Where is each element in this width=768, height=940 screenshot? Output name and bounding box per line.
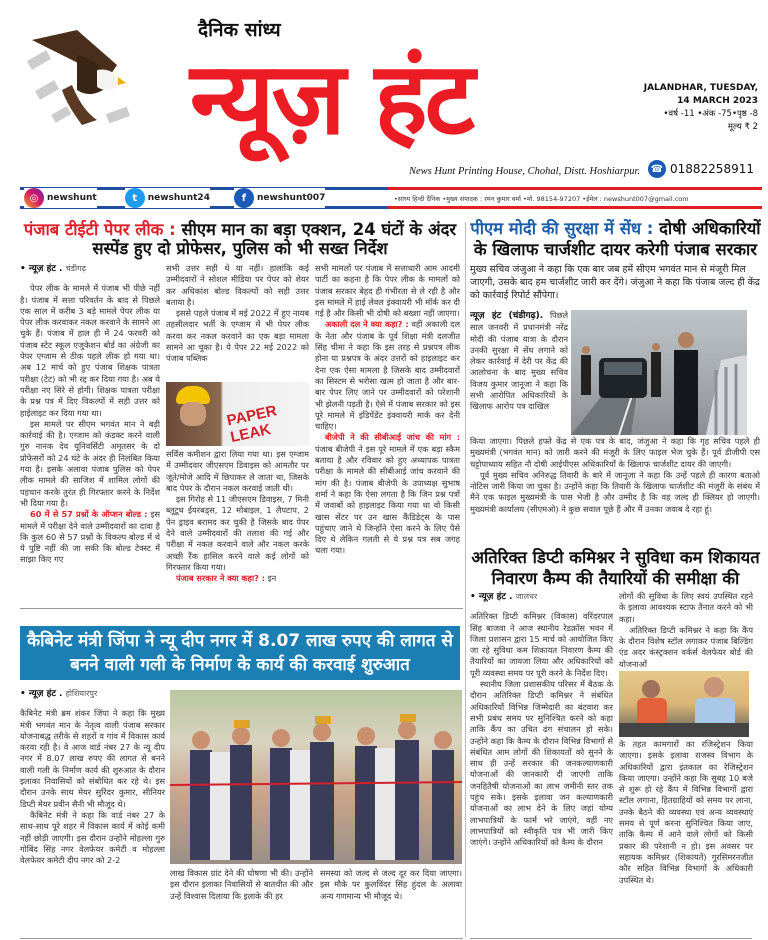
subheading: बीजेपी ने की सीबीआई जांच की मांग : [325,432,460,443]
masthead-tagline: दैनिक सांध्य [198,19,281,41]
story2-col3: समस्या को जल्द से जल्द दूर कर दिया जाएगा। इस मौके पर कुलविंदर सिंह हुंदल के अलावा अन्य गणमान्य भी मौजूद थे। [320,868,462,901]
paragraph: इस मामले में परीक्षा देने वाले उम्मीदवारों का दावा है कि कुल 60 से 57 प्रश्नों के विकल्प बोल्ड में थे ये पुष्टि नहीं की जा सकी कि बोल्ड टेक्स्ट में साझा किए गए [20,509,160,565]
issue-info [640,82,758,134]
story3-body [468,435,763,539]
column-divider [465,222,466,937]
story3-side [470,310,568,435]
divider [20,938,463,939]
story1-col2-bottom [166,449,309,604]
price: मूल्य ₹ 2 [727,122,758,132]
story1-byline: • न्यूज़ हंट . चंडीगढ़ [20,264,87,274]
story2-col2: लाख विकास ग्रांट देने की घोषणा भी की। उन्होंने इस दौरान इलाका निवासियों से बातचीत की और उन्हें विश्वास दिलाया कि इलाके की हर [170,868,313,901]
story4-col2-bottom: के तहत कामगारों का रजिस्ट्रेशन किया जाएगा। इसके इलावा राजस्व विभाग के अधिकारियों द्वारा इंतकाल का रेजिस्ट्रेशन किया जाएगा। उन्होंने कहा कि सुबह 10 बजे से शुरू हो रहे कैंप में विभिन्न विभागों द्वारा स्टॉल लगाना, हितग्राहियों को समय पर लाना, उनके बैठने की व्यवस्था एवं अन्य व्यवस्थाएं समय से पूर्ण करना सुनिश्चित किया जाए, ताकि कैम्प में आने वाले लोगों को किसी प्रकार की परेशानी न हो। इस अवसर पर सहायक कमिश्नर (शिकायतें) गुरसिमरनजीत कौर सहित विभिन्न विभागों के अधिकारी उपस्थित थे। [619,739,753,885]
story3-headline [468,218,763,260]
paper-leak-photo [166,382,309,446]
paragraph: सर्विस कमीशन द्वारा लिया गया था। इस एग्जाम में उम्मीदवार जीएसएम डिवाइस को आमतौर पर जूते/मोजे आदि में छिपाकर ले जाता था, जिसके बाद पेपर के दौरान नकल करवाई जाती थी। [166,449,309,493]
story1-headline [15,220,465,258]
paragraph: इससे पहले पंजाब में मई 2022 में हुए नायब तहसीलदार भर्ती के एग्जाम में भी पेपर लीक करवा कर नकल करवाने का एक बड़ा मामला सामने आ चुका है। ये पेपर 22 मई 2022 को पंजाब पब्लिक [166,308,309,364]
instagram-handle: newshunt [47,193,97,203]
paper-leak-stamp: PAPER LEAK [225,402,279,446]
paragraph: वहीं अकाली दल के नेता और पंजाब के पूर्व शिक्षा मंत्री दलजीत सिंह चीमा ने कहा कि इस तरह से प्रश्नपत्र लीक होना या प्रश्नपत्र के अंदर उत्तरों को हाइलाइट कर देना एक ऐसा मामला है जिसके बाद उम्मीदवारों का सिस्टम से भरोसा खत्म हो जाता है और बार-बार पेपर लिए जाने पर उम्मीदवारों को परेशानी भी झेलनी पड़ती है। ऐसे में पंजाब सरकार को इस पूरे मामले में इंडिपेंडेंट इंक्वायरी मार्क कर देनी चाहिए। [315,319,460,432]
issue-date: 14 MARCH 2023 [677,96,758,106]
story1-col1 [20,263,160,604]
face-shape [180,402,206,426]
paragraph: किया जाएगा। पिछले हफ्ते केंद्र से एक पत्र के बाद, जंजुआ ने कहा कि गृह सचिव पहले ही मुख्यमंत्री (भगवंत मान) को जारी करने की मंजूरी के लिए फाइल भेज चुके हैं। पूर्व डीजीपी एस चट्टोपाध्याय सहित नौ दोषी आईपीएस अधिकारियों के खिलाफ चार्जशीट दायर की जाएगी। [470,436,760,469]
paragraph: पूर्व मुख्य सचिव अनिरुद्ध तिवारी के बारे में जानूजा ने कहा कि उन्हें पहले ही कारण बताओ नोटिस जारी किया जा चुका है। उन्होंने कहा कि तिवारी के खिलाफ चार्जशीट की मंजूरी के संबंध में मैंने एक फाइल मुख्यमंत्री के पास भेजी है और उम्मीद है कि वह जल्द ही क्लियर हो जाएगी। मुख्यमंत्री कार्यालय (सीएमओ) ने कुछ सवाल पूछे हैं और मैं उनका जवाब दे रहा हूं। [470,469,760,514]
ceremony-photo [170,690,462,864]
story3-headline-text: दोषी अधिकारियों के खिलाफ चार्जशीट दायर करेगी पंजाब सरकार [473,219,761,259]
story2-byline: • न्यूज़ हंट . होशियारपुर [20,689,98,699]
paragraph: सभी उत्तर सही थे या नहीं। हालांकि कई उम्मीदवारों ने सोशल मीडिया पर पेपर को शेयर कर अधिकांश बोल्ड विकल्पों को सही उत्तर बताया है। [166,263,309,307]
story1-kicker: पंजाब टीईटी पेपर लीक : [23,220,176,239]
paragraph: इस मामले पर सीएम भगवंत मान ने बड़ी कार्रवाई की है। एग्जाम को कंडक्ट करने वाली गुरु नानक देव यूनिवर्सिटी अमृतसर के दो प्रोफेसरों को 24 घंटे के अंदर ही निलंबित किया गया है। इसके अलावा पंजाब पुलिस को पेपर लीक मामले की साजिश में शामिल लोगों की पहचान करके तुरंत ही गिरफ्तार करने के निर्देश भी दिया गया है। [20,418,160,508]
facebook-handle: newshunt007 [256,193,326,203]
story4-byline: • न्यूज़ हंट . जालंधर [470,592,538,602]
paragraph: पेपर लीक के मामले में पंजाब भी पीछे नहीं है। पंजाब में सत्ता परिवर्तन के बाद से पिछले एक साल में करीब 3 बड़े मामले पेपर लीक या पेपर लीक करवाकर नकल करवाने के सामने आ चुके हैं। पंजाब में हाल ही में 24 फरवरी को पंजाब स्टेट स्कूल एजुकेशन बोर्ड का अंग्रेजी का पेपर एग्जाम से ठीक पहले लीक हो गया था। अब 12 मार्च को हुए पंजाब शिक्षक पात्रता परीक्षा (टेट) को भी रद्द कर दिया गया है। अब ये परीक्षा नए सिरे से होगी। शिक्षक पात्रता परीक्षा के प्रश्न पत्र में दिए विकल्पों में सही उत्तर को हाईलाइट कर दिया गया था। [20,283,160,418]
story1 [15,220,465,604]
story4-place: जालंधर [515,592,538,601]
imprint-line: •सांध्य हिन्दी दैनिक •मुख्य संपादक : रमन कुमार वर्मा •मो. 98154-97207 •ईमेल : newshunt007@gmail.com [388,187,762,209]
story4-col2-top [619,591,753,669]
paragraph: इन [267,573,277,584]
story2-col1 [20,688,165,933]
issue-number: •वर्ष -11 •अंक -75•पृष्ठ -8 [663,109,758,119]
paragraph: कैबिनेट मंत्री ने कहा कि वार्ड नंबर 27 के साथ-साथ पूरे शहर में विकास कार्य में कोई कमी नहीं छोड़ी जाएगी। इस दौरान उन्होंने मोहल्ला गुरु गोबिंद सिंह नगर वेलफेयर कमेटी व मोहल्ला वेलफेयर कमेटी दीप नगर को 2-2 [20,809,165,866]
paragraph: सभी मामलों पर पंजाब में सत्ताधारी आम आदमी पार्टी का कहना है कि पेपर लीक के मामलों को पंजाब सरकार बेहद ही गंभीरता से ले रही है और इस मामले में हाई लेवल इंक्वायरी भी मॉर्क कर दी गई है और किसी भी दोषी को बख्शा नहीं जाएगा। [315,263,460,319]
twitter-handle: newshunt24 [147,193,210,203]
place-date: JALANDHAR, TUESDAY, [643,83,758,93]
story3-byline: न्यूज़ हंट (चंडीगढ़). [470,311,544,321]
social-bar [20,187,762,209]
story1-headline-text: सीएम मान का बड़ा एक्शन, 24 घंटों के अंदर सस्पेंड हुए दो प्रोफेसर, पुलिस को भी सख्त निर्देश [92,220,457,258]
story1-col2-top [166,263,309,379]
paragraph: स्थानीय जिला प्रशासकीय परिसर में बैठक के दौरान अतिरिक्त डिप्टी कमिश्नर ने संबंधित अधिकारियों विभिन्न जिम्मेदारी का बंटवारा कर सभी प्रबंध समय पर सुनिश्चित करने को कहा ताकि कैंप का उचित ढंग संचालन हो सके। उन्होंने कहा कि कैम्प के दौरान विभिन्न विभागों से संबंधित आम लोगों की शिकायतों को सुनने के साथ ही उन्हें सरकार की जनकल्याणकारी योजनाओं की जानकारी दी जाएगी ताकि जनहितैषी योजनाओं का लाभ जमीनी स्तर तक पहुंच सके। इसके इलावा जन कल्याणकारी योजनाओं का लाभ देने के लिए जहां योग्य लाभपात्रियों के फार्म भरे जाएंगे, वहीं नए लाभपात्रियों को स्वीकृति पत्र भी जारी किए जाएंगे। उन्होंने अधिकारियों को कैम्प के दौरान [470,679,613,848]
story4-headline: अतिरिक्त डिप्टी कमिश्नर ने सुविधा कम शिकायत निवारण कैम्प की तैयारियों की समीक्षा की [471,548,760,588]
twitter-icon: t [125,188,145,208]
paragraph: लोगों की सुविधा के लिए स्वयं उपस्थित रहने के इलावा आवश्यक स्टाफ तैनात करने को भी कहा। [619,591,753,624]
masthead-logo: न्यूज़ हंट [190,40,473,157]
paragraph: पिछले साल जनवरी में प्रधानमंत्री नरेंद्र मोदी की पंजाब यात्रा के दौरान उनकी सुरक्षा में सेंध लगाने को लेकर कार्रवाई में देरी पर केंद्र की आलोचना के बाद मुख्य सचिव विजय कुमार जानूजा ने कहा कि सभी आरोपित अधिकारियों के खिलाफ आरोप पत्र दाखिल [470,310,568,412]
paragraph: अतिरिक्त डिप्टी कमिश्नर (विकास) वरिंदरपाल सिंह बाजवा ने आज स्थानीय रेडक्रॉस भवन में जिला प्रशासन द्वारा 15 मार्च को आयोजित किए जा रहे सुविधा कम शिकायत निवारण कैम्प की तैयारियों का जायजा लिया और अधिकारियों को पूरी व्यवस्था समय पर पूरी करने के निर्देश दिए। [470,611,613,678]
paragraph: कैबिनेट मंत्री ब्रम शंकर जिंपा ने कहा कि मुख्य मंत्री भगवंत मान के नेतृत्व वाली पंजाब सरकार योजनाबद्ध तरीके से शहरों व गांव में विकास कार्य करवा रही है। वे आज वार्ड नंबर 27 के न्यू दीप नगर में 8.07 लाख रुपए की लागत से बनने वाली गली के निर्माण कार्य की शुरुआत के दौरान इलाका निवासियों को संबोधित कर रहे थे। इस दौरान उनके साथ मेयर सुरिंदर कुमार, सीनियर डिप्टी मेयर प्रवीन सैनी भी मौजूद थे। [20,708,165,809]
printing-address: News Hunt Printing House, Chohal, Distt. Hoshiarpur. [408,166,640,177]
subheading: अकाली दल ने क्या कहा? : [325,319,409,330]
eagle-logo-image [22,25,137,135]
phone-number: 01882258911 [670,162,754,176]
story2-place: होशियारपुर [65,689,98,698]
social-facebook[interactable] [234,188,326,208]
meeting-photo [619,671,749,737]
paragraph: पंजाब बीजेपी ने इस पूरे मामले में एक बड़ा स्कैम बताया है और रविवार को हुए अध्यापक पात्रता परीक्षा के मामले की सीबीआई जांच करवाने की मांग की है। पंजाब बीजेपी के उपाध्यक्ष सुभाष शर्मा ने कहा कि ऐसा लगता है कि जिन प्रश्न पत्रों में जवाबों को हाइलाइट किया गया था वो किसी खास सेंटर पर उन खास कैंडिडेट्स के पास पहुंचाए जाने थे जिन्होंने ऐसा करने के लिए पैसे दिए थे लेकिन गलती से ये प्रश्न पत्र सब जगह चला गया। [315,443,460,556]
story1-col3 [315,263,460,604]
phone-icon: ☎ [648,160,666,178]
phone-contact [648,160,754,178]
story2-headline-banner: कैबिनेट मंत्री जिंपा ने न्यू दीप नगर में 8.07 लाख रुपए की लागत से बनने वाली गली के निर्माण के कार्य की करवाई शुरुआत [20,626,460,680]
story3-lead: मुख्य सचिव जंजुआ ने कहा कि एक बार जब हमें सीएम भगवंत मान से मंजूरी मिल जाएगी, उसके बाद हम चार्जशीट जारी कर देंगे। जंजुआ ने कहा कि पंजाब जल्द ही केंद्र को कार्रवाई रिपोर्ट सौंपेगा। [470,264,760,301]
story3-kicker: पीएम मोदी की सुरक्षा में सेंध : [470,219,654,238]
paragraph: अतिरिक्त डिप्टी कमिश्नर ने कहा कि कैंप के दौरान विशेष स्टॉल लगाकर पंजाब बिल्डिंग एंड अदर कंस्ट्रक्शन वर्कर्स वेलफेयर बोर्ड की योजनाओं [619,624,753,669]
story4-col1 [470,591,613,936]
subheading: 60 में से 57 प्रश्नों के ऑप्शन बोल्ड : [30,509,148,520]
pm-convoy-photo [571,310,747,435]
subheading: पंजाब सरकार ने क्या कहा? : [176,573,265,584]
right-column [468,218,763,936]
paragraph: इस गिरोह से 11 जीएसएम डिवाइस, 7 मिनी ब्लूटूथ ईयरबड्स, 12 मोबाइल, 1 लैपटाप, 2 पेन ड्राइव बरामद कर चुकी है जिसके बाद पेपर देने वाले उम्मीदवारों की तलाश की गई और परीक्षा में नकल करवाने वाले और नकल करके अच्छी रैंक हासिल करने वाले कई लोगों को गिरफ्तार किया गया। [166,494,309,572]
story1-place: चंडीगढ़ [65,264,87,273]
social-twitter[interactable] [125,188,210,208]
divider [20,608,463,609]
social-instagram[interactable] [24,188,97,208]
facebook-icon: f [234,188,254,208]
divider [470,938,752,939]
instagram-icon: ◎ [24,188,44,208]
